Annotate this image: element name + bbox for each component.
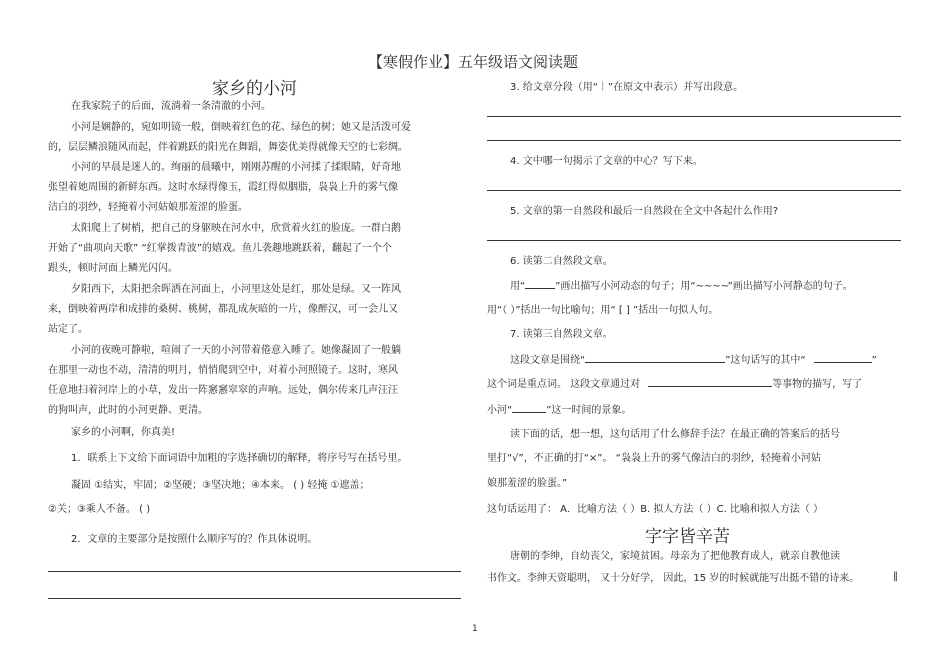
passage-line: 跟头，顿时河面上鳞光闪闪。 — [48, 263, 178, 274]
passage-line: 小河是娴静的，宛如明镜一般，倒映着红色的花、绿色的树；她又是活泼可爱 — [71, 122, 411, 133]
text: 这段文章是围绕“ — [510, 355, 586, 366]
answer-line[interactable] — [487, 190, 901, 191]
question-8-line: 娘那羞涩的脸蛋。” — [487, 478, 568, 489]
page-title: 【寒假作业】五年级语文阅读题 — [368, 53, 579, 71]
passage-title: 家乡的小河 — [212, 79, 297, 99]
fill-blank[interactable] — [814, 353, 872, 363]
text: ”这一时间的景象。 — [546, 405, 632, 416]
question-3: 3. 给文章分段（用“｜”在原文中表示）并写出段意。 — [510, 82, 744, 93]
question-7: 7. 读第三自然段文章。 — [510, 329, 613, 340]
answer-line[interactable] — [48, 598, 461, 599]
fill-blank[interactable] — [648, 377, 772, 387]
passage-line: 站定了。 — [48, 324, 88, 335]
answer-line[interactable] — [487, 240, 901, 241]
text: ”画出描写小河动态的句子；用“ — [555, 281, 696, 292]
question-8-options: 这句话运用了： A．比喻方法（ ）B. 拟人方法（ ）C. 比喻和拟人方法（ ） — [487, 504, 824, 515]
question-5: 5. 文章的第一自然段和最后一自然段在全文中各起什么作用? — [510, 206, 779, 217]
text: 用“ — [510, 281, 526, 292]
answer-line[interactable] — [48, 571, 461, 572]
passage-line: 的狗叫声，此时的小河更静、更清。 — [48, 405, 208, 416]
question-6-line-2: 用“（ ）”括出一句比喻句；用“ [ ] ”括出一句拟人句。 — [487, 305, 719, 316]
paragraph-mark: ‖ — [893, 571, 898, 582]
text: ”画出描写小河静态的句子。 — [727, 281, 853, 292]
text: 小河“ — [487, 405, 513, 416]
passage-line: 洁白的羽纱，轻掩着小河姑娘那羞涩的脸蛋。 — [48, 202, 248, 213]
passage-2-line: 唐朝的李绅，自幼丧父，家境贫困。母亲为了把他教育成人，就亲自教他读 — [510, 551, 840, 562]
fill-blank[interactable] — [512, 403, 546, 413]
question-1-options: ②关；③乘人不备。 ( ) — [48, 504, 151, 515]
passage-line: 的，层层鳞浪随风而起，伴着跳跃的阳光在舞蹈，舞姿优美得就像天空的七彩绸。 — [48, 142, 408, 153]
question-1-options: 凝固 ①结实，牢固；②坚硬；③坚决地；④本来。 ( ) 轻掩 ①遮盖； — [71, 480, 370, 491]
passage-line: 家乡的小河啊，你真美! — [71, 427, 176, 438]
question-7-line-1 — [510, 353, 877, 367]
fill-blank[interactable] — [585, 353, 725, 363]
text: ”这句话写的其中“ — [725, 355, 806, 366]
question-4: 4. 文中哪一句揭示了文章的中心？写下来。 — [510, 156, 703, 167]
answer-line[interactable] — [487, 140, 901, 141]
question-6-line-1 — [510, 279, 853, 293]
page-number: 1 — [472, 624, 478, 634]
passage-2-title: 字字皆辛苦 — [645, 527, 730, 547]
question-8-line: 里打“√”，不正确的打“×”。 “袅袅上升的雾气像洁白的羽纱，轻掩着小河姑 — [487, 453, 821, 464]
question-7-line-3 — [487, 403, 631, 417]
answer-line[interactable] — [487, 116, 901, 117]
passage-line: 小河的早晨是迷人的。绚丽的晨曦中，刚刚苏醒的小河揉了揉眼睛，好奇地 — [71, 162, 401, 173]
passage-line: 开始了“曲项向天歌” “红掌拨青波”的嬉戏。鱼儿袭趣地跳跃着，翻起了一个个 — [48, 243, 392, 254]
passage-line: 在那里一动也不动，清清的明月，悄悄爬到空中，对着小河照镜子。这时，寒风 — [48, 365, 398, 376]
question-6: 6. 读第二自然段文章。 — [510, 256, 613, 267]
text: ” — [871, 355, 877, 366]
passage-2-line: 书作文。李绅天资聪明， 又十分好学， 因此，15 岁的时候就能写出挺不错的诗来。 — [487, 573, 860, 584]
question-7-line-2 — [487, 377, 862, 391]
passage-line: 在我家院子的后面，流淌着一条清澈的小河。 — [71, 101, 271, 112]
passage-line: 任意地扫着河岸上的小草，发出一阵窸窸窣窣的声响。远处，偶尔传来几声汪汪 — [48, 385, 398, 396]
passage-line: 张望着她周围的新鲜东西。这时水绿得像玉，霞红得似胭脂，袅袅上升的雾气像 — [48, 182, 398, 193]
underline-sample — [525, 279, 555, 289]
question-1: 1．联系上下文给下面词语中加粗的字选择确切的解释，将序号写在括号里。 — [71, 453, 408, 464]
passage-line: 夕阳西下，太阳把余晖洒在河面上，小河里这处是红，那处是绿。又一阵风 — [71, 284, 401, 295]
passage-line: 太阳爬上了树梢，把自己的身躯映在河水中，欣赏着火红的脸庞。一群白鹅 — [71, 223, 401, 234]
wavy-line-sample: ~~~~ — [695, 281, 730, 292]
passage-line: 来，倒映着两岸和成排的桑树、桃树，都乱成灰暗的一片，像醉汉，可一会儿又 — [48, 304, 398, 315]
text: 等事物的描写，写了 — [772, 379, 863, 390]
passage-line: 小河的夜晚可静啦，喧闹了一天的小河带着倦意入睡了。她像凝固了一般躺 — [71, 345, 401, 356]
question-2: 2．文章的主要部分是按照什么顺序写的？作具体说明。 — [71, 534, 318, 545]
question-8-line: 读下面的话，想一想，这句话用了什么修辞手法？在最正确的答案后的括号 — [510, 429, 840, 440]
text: 这个词是重点词。 这段文章通过对 — [487, 379, 641, 390]
